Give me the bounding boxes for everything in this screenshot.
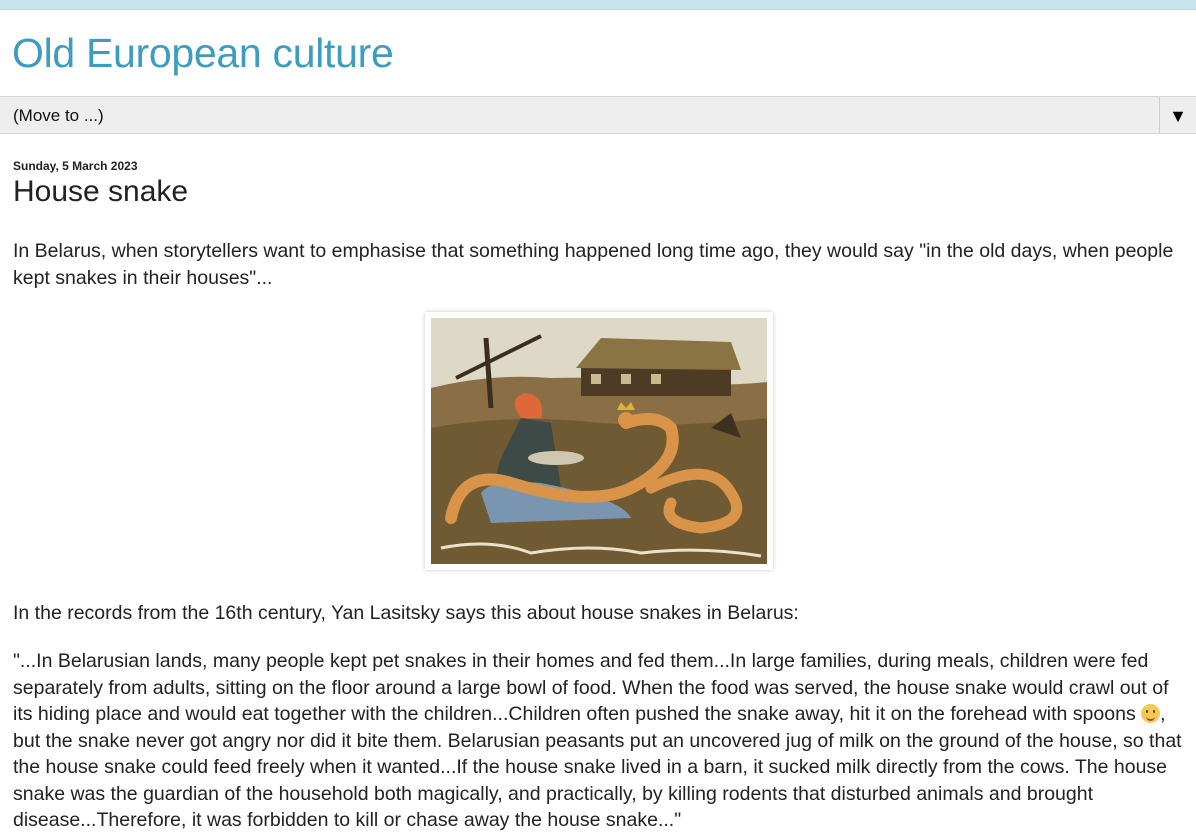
quote-text-part-2: , but the snake never got angry nor did it bite them. Belarusian peasants put an uncovered jug of milk on the ground of the house, so that the house snake could feed freely when it wanted...If the house snake lived in a barn, it sucked milk directly from the cows. The house snake was the guardian of the household both magically, and practically, by killing rodents that disturbed animals and brought disease...Therefore, it was forbidden to kill or chase away the house snake..." bbox=[13, 703, 1182, 831]
dropdown-arrow-icon[interactable]: ▼ bbox=[1159, 97, 1196, 133]
smiley-emoji-icon bbox=[1141, 704, 1160, 723]
page-navigation-dropdown[interactable] bbox=[0, 96, 1196, 134]
site-title[interactable]: Old European culture bbox=[12, 30, 394, 76]
move-to-select-label[interactable]: (Move to ...) bbox=[13, 106, 104, 125]
records-paragraph: In the records from the 16th century, Yan Lasitsky says this about house snakes in Belarus: bbox=[13, 602, 799, 624]
top-accent-bar bbox=[0, 0, 1196, 10]
painting-girl-feeding-snake-icon bbox=[431, 318, 767, 564]
post-date: Sunday, 5 March 2023 bbox=[13, 159, 138, 173]
quote-paragraph bbox=[13, 648, 1191, 834]
post-title[interactable]: House snake bbox=[13, 175, 189, 208]
quote-text-part-1: "...In Belarusian lands, many people kept pet snakes in their homes and fed them...In large families, during meals, children were fed separately from adults, sitting on the floor around a large bowl of food. When the food was served, the house snake would crawl out of its hiding place and would eat together with the children...Children often pushed the snake away, hit it on the forehead with spoons bbox=[13, 650, 1169, 725]
blog-post bbox=[13, 158, 1188, 831]
blog-header bbox=[0, 10, 1196, 96]
post-image[interactable] bbox=[425, 312, 773, 570]
post-intro-paragraph: In Belarus, when storytellers want to emphasise that something happened long time ago, they would say "in the old days, when people kept snakes in their houses"... bbox=[13, 240, 1174, 289]
